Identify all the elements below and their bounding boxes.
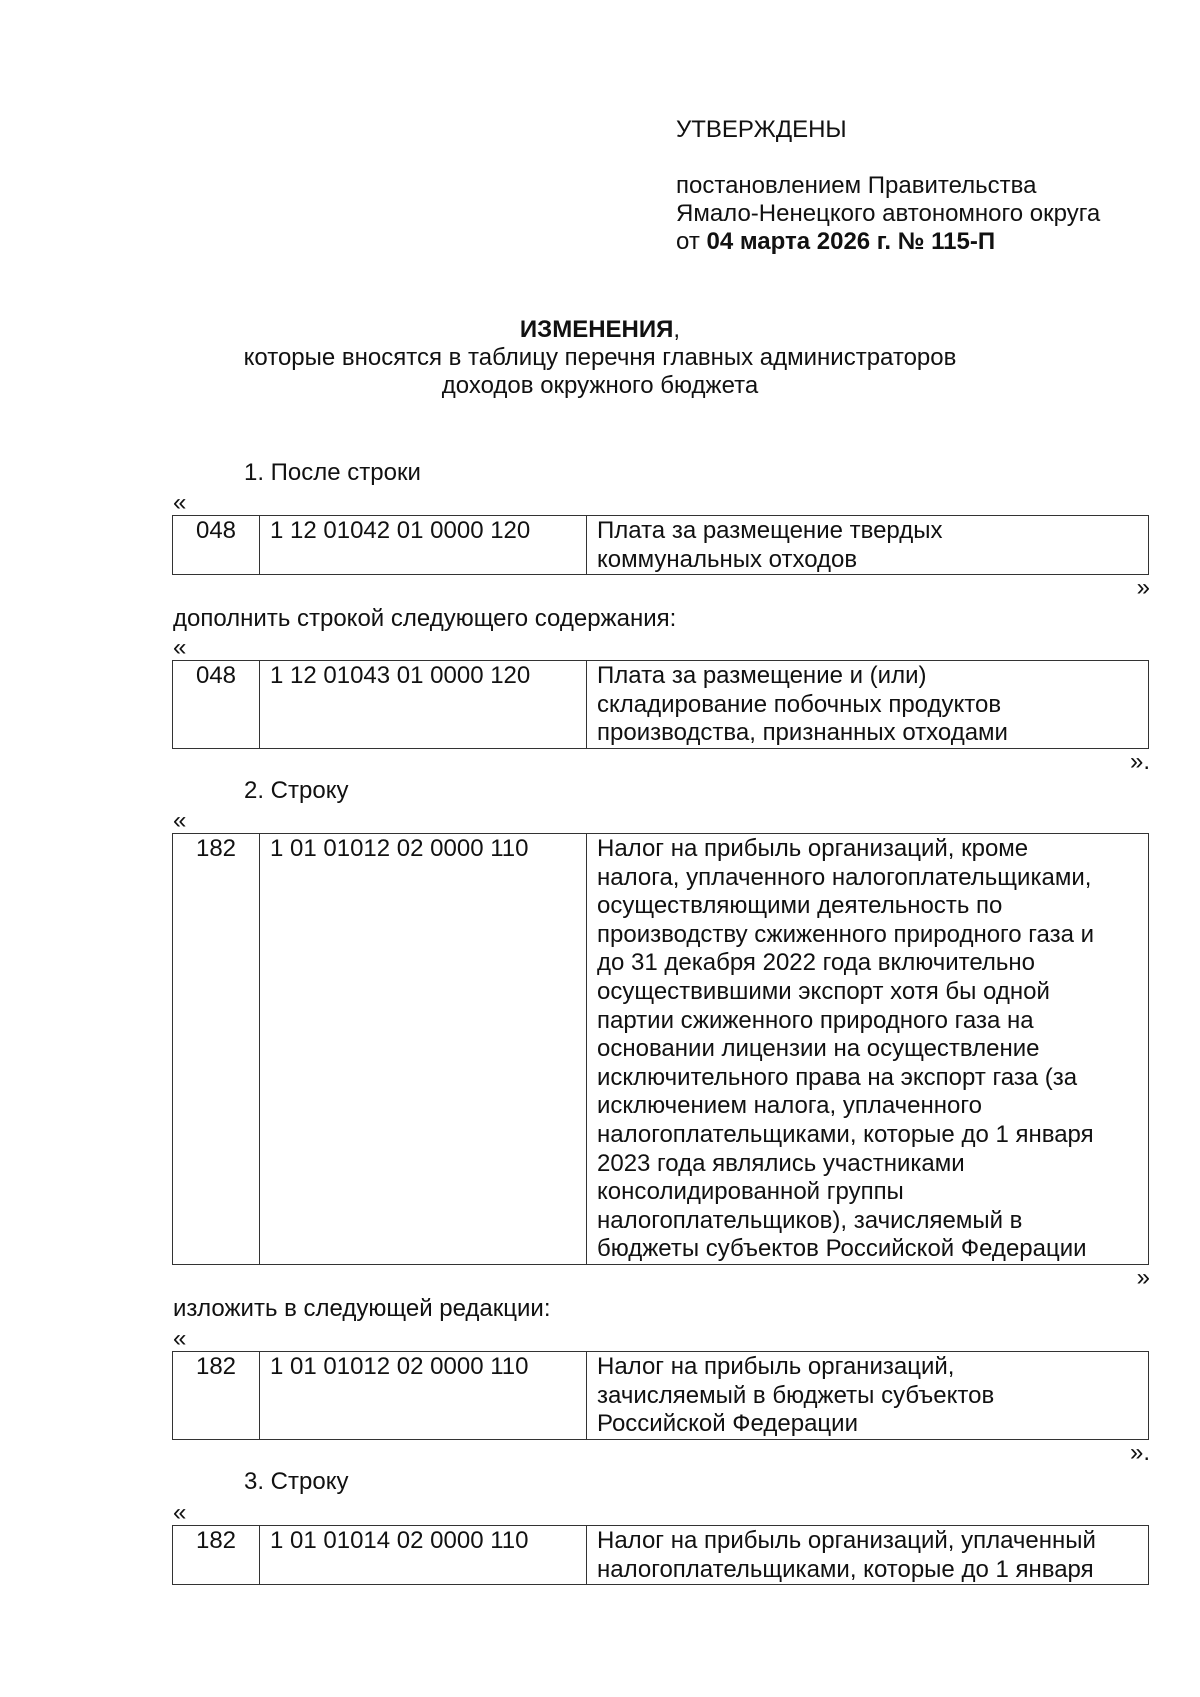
- description-line: консолидированной группы: [597, 1178, 904, 1206]
- quote-open: «: [173, 1499, 187, 1526]
- doc-subtitle-line-2: доходов окружного бюджета: [441, 372, 759, 399]
- description-line: Плата за размещение твердых: [597, 517, 943, 544]
- description-line: осуществляющими деятельность по: [597, 892, 1003, 920]
- kbk-code-cell: 1 12 01042 01 0000 120: [260, 516, 587, 575]
- admin-code-cell: 048: [173, 661, 260, 749]
- admin-code-cell: 182: [173, 834, 260, 1265]
- description-line: Налог на прибыль организаций, кроме: [597, 835, 1029, 862]
- table-row: [173, 834, 1149, 1265]
- description-line: складирование побочных продуктов: [597, 690, 1002, 718]
- doc-title: [0, 316, 1200, 344]
- admin-code-cell: 048: [173, 516, 260, 575]
- kbk-code-cell: 1 01 01012 02 0000 110: [260, 1352, 587, 1440]
- quote-close: »: [1136, 1264, 1150, 1291]
- budget-row-table: [172, 833, 1149, 1265]
- description-line: производства, признанных отходами: [597, 719, 1008, 747]
- description-line: Налог на прибыль организаций,: [597, 1353, 955, 1380]
- description-line: 2023 года являлись участниками: [597, 1149, 965, 1177]
- approval-title: УТВЕРЖДЕНЫ: [676, 116, 847, 143]
- description-cell: [587, 661, 1149, 749]
- description-line: исключением налога, уплаченного: [597, 1092, 982, 1120]
- kbk-code-cell: 1 12 01043 01 0000 120: [260, 661, 587, 749]
- quote-open: «: [173, 807, 187, 834]
- description-line: налогоплательщиками, которые до 1 января: [597, 1555, 1094, 1583]
- description-line: Налог на прибыль организаций, уплаченный: [597, 1527, 1096, 1554]
- approval-line-1: постановлением Правительства: [676, 172, 1037, 199]
- quote-open: «: [173, 1325, 187, 1352]
- budget-row-table: [172, 1525, 1149, 1585]
- quote-open: «: [173, 634, 187, 661]
- description-line: Российской Федерации: [597, 1410, 858, 1438]
- description-cell: [587, 834, 1149, 1265]
- budget-row-table: [172, 1351, 1149, 1440]
- budget-row-table: [172, 515, 1149, 575]
- table-row: [173, 516, 1149, 575]
- description-cell: [587, 1352, 1149, 1440]
- kbk-code-cell: 1 01 01012 02 0000 110: [260, 834, 587, 1265]
- section-2-instruction: изложить в следующей редакции:: [173, 1295, 551, 1322]
- section-1-instruction: дополнить строкой следующего содержания:: [173, 605, 677, 632]
- description-line: бюджеты субъектов Российской Федерации: [597, 1235, 1087, 1263]
- approval-date: [676, 228, 995, 256]
- kbk-code-cell: 1 01 01014 02 0000 110: [260, 1526, 587, 1585]
- table-row: [173, 1352, 1149, 1440]
- description-line: налогоплательщиков), зачисляемый в: [597, 1206, 1023, 1234]
- quote-close: »: [1136, 574, 1150, 601]
- description-line: зачисляемый в бюджеты субъектов: [597, 1381, 995, 1409]
- description-line: основании лицензии на осуществление: [597, 1035, 1040, 1063]
- doc-title-suffix: ,: [673, 316, 681, 343]
- quote-close-dot: ».: [1129, 748, 1150, 775]
- section-1-heading: 1. После строки: [244, 459, 421, 486]
- description-line: производству сжиженного природного газа и: [597, 920, 1095, 948]
- description-line: коммунальных отходов: [597, 545, 858, 573]
- section-3-heading: 3. Строку: [244, 1468, 349, 1495]
- description-line: налогоплательщиками, которые до 1 января: [597, 1120, 1094, 1148]
- admin-code-cell: 182: [173, 1352, 260, 1440]
- description-line: осуществившими экспорт хотя бы одной: [597, 977, 1050, 1005]
- description-line: налога, уплаченного налогоплательщиками,: [597, 863, 1092, 891]
- quote-open: «: [173, 489, 187, 516]
- quote-close-dot: ».: [1129, 1439, 1150, 1466]
- doc-title-text: ИЗМЕНЕНИЯ: [519, 316, 674, 343]
- table-row: [173, 1526, 1149, 1585]
- description-cell: [587, 1526, 1149, 1585]
- description-line: до 31 декабря 2022 года включительно: [597, 949, 1036, 977]
- section-2-heading: 2. Строку: [244, 777, 349, 804]
- approval-line-2: Ямало-Ненецкого автономного округа: [676, 200, 1101, 227]
- table-row: [173, 661, 1149, 749]
- admin-code-cell: 182: [173, 1526, 260, 1585]
- approval-date-value: 04 марта 2026 г. № 115-П: [706, 228, 996, 255]
- approval-date-prefix: от: [676, 228, 700, 255]
- description-cell: [587, 516, 1149, 575]
- description-line: партии сжиженного природного газа на: [597, 1006, 1034, 1034]
- description-line: Плата за размещение и (или): [597, 662, 927, 689]
- budget-row-table: [172, 660, 1149, 749]
- doc-subtitle-line-1: которые вносятся в таблицу перечня главных администраторов: [243, 344, 957, 371]
- description-line: исключительного права на экспорт газа (за: [597, 1063, 1078, 1091]
